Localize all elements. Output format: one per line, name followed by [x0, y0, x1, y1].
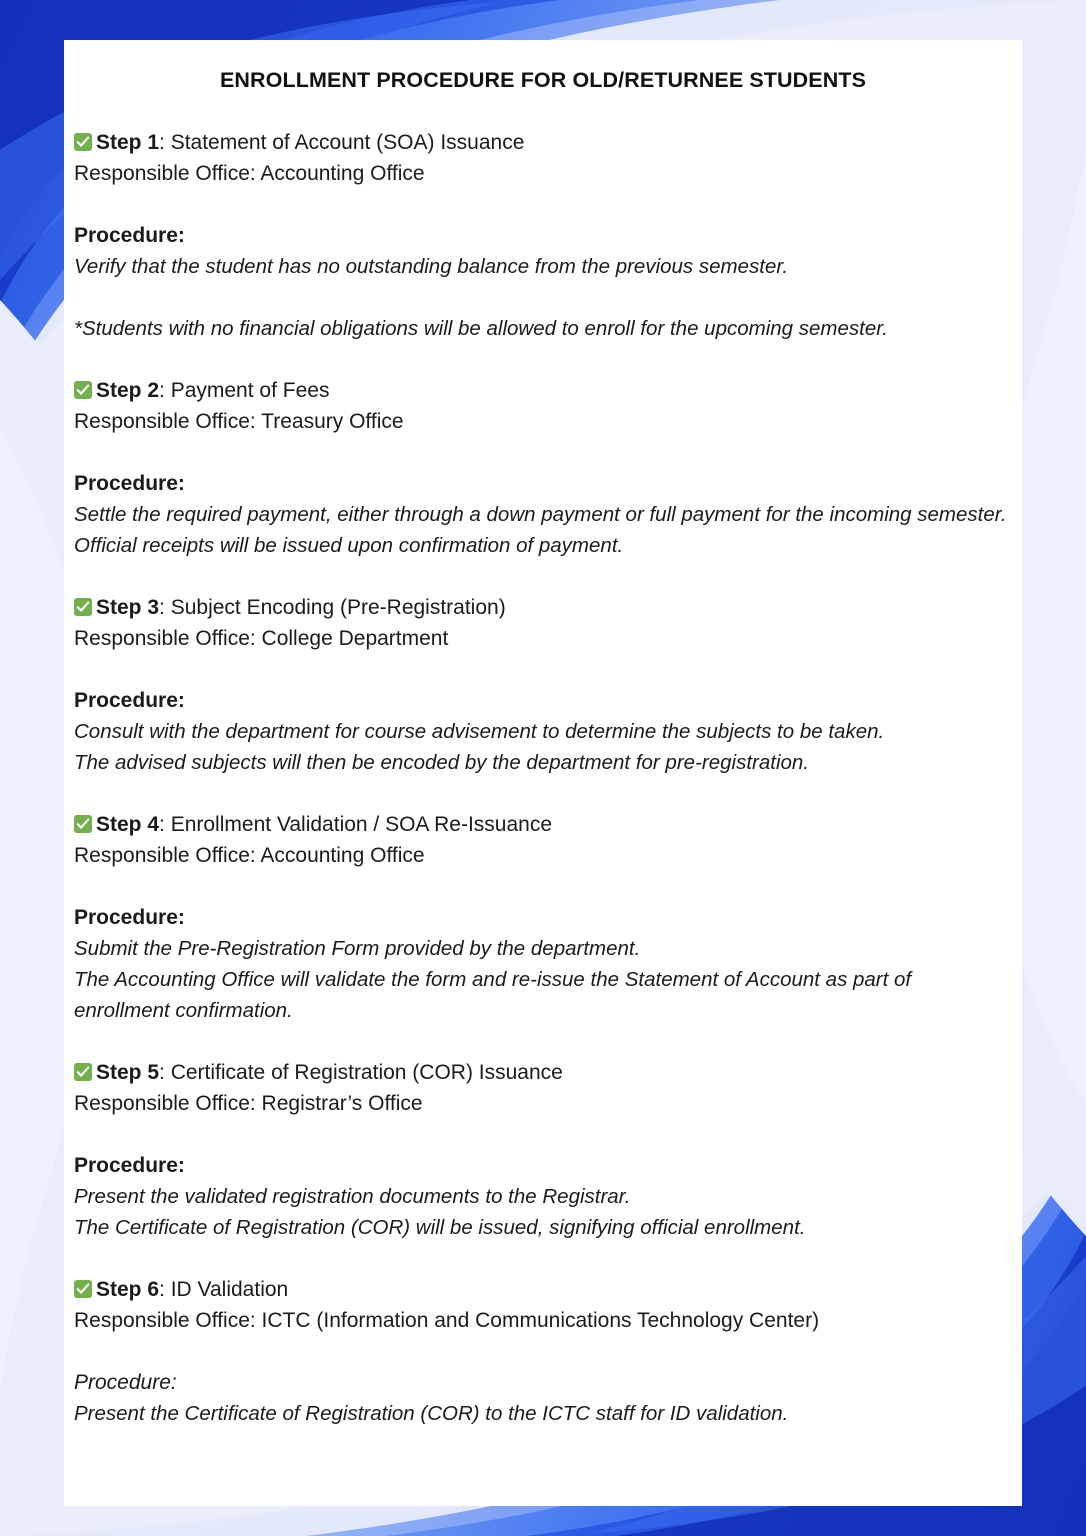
green-check-icon	[74, 815, 92, 833]
procedure-line: Settle the required payment, either through a down payment or full payment for the incoming semester.	[74, 503, 1007, 526]
steps-container	[74, 127, 1012, 1429]
step-number-label: Step 3	[96, 596, 160, 619]
step-separator: :	[159, 596, 171, 619]
step-block	[74, 375, 1012, 561]
step-separator: :	[159, 379, 171, 402]
responsible-office-line	[74, 158, 1012, 189]
step-heading	[74, 1057, 1012, 1088]
responsible-office-value: Registrar’s Office	[261, 1092, 423, 1115]
responsible-office-value: Accounting Office	[260, 844, 425, 867]
responsible-office-prefix: Responsible Office:	[74, 1092, 262, 1115]
spacer	[74, 1336, 1012, 1367]
responsible-office-line	[74, 406, 1012, 437]
step-block	[74, 592, 1012, 778]
procedure-line: The Accounting Office will validate the form and re-issue the Statement of Account as part of enrollment confirmation.	[74, 968, 912, 1022]
spacer	[74, 654, 1012, 685]
step-heading	[74, 375, 1012, 406]
step-separator: :	[159, 813, 171, 836]
step-heading	[74, 1274, 1012, 1305]
page-title: ENROLLMENT PROCEDURE FOR OLD/RETURNEE STUDENTS	[219, 68, 867, 92]
procedure-line: The advised subjects will then be encoded by the department for pre-registration.	[74, 751, 809, 774]
green-check-icon	[74, 381, 92, 399]
document-card	[64, 40, 1022, 1506]
step-title: Payment of Fees	[170, 379, 330, 402]
procedure-label: Procedure:	[74, 224, 185, 247]
step-block	[74, 1057, 1012, 1243]
responsible-office-value: ICTC (Information and Communications Technology Center)	[261, 1309, 820, 1332]
spacer	[74, 282, 1012, 313]
spacer	[74, 778, 1012, 809]
responsible-office-line	[74, 623, 1012, 654]
procedure-label: Procedure:	[74, 1154, 185, 1177]
spacer	[74, 561, 1012, 592]
procedure-line: Present the Certificate of Registration (COR) to the ICTC staff for ID validation.	[74, 1402, 789, 1425]
responsible-office-value: College Department	[261, 627, 449, 650]
step-heading	[74, 127, 1012, 158]
step-block	[74, 1274, 1012, 1429]
step-number-label: Step 4	[96, 813, 160, 836]
responsible-office-line	[74, 840, 1012, 871]
spacer	[74, 871, 1012, 902]
green-check-icon	[74, 1280, 92, 1298]
procedure-label: Procedure:	[74, 689, 185, 712]
step-separator: :	[159, 1278, 171, 1301]
spacer	[74, 189, 1012, 220]
spacer	[74, 1119, 1012, 1150]
responsible-office-prefix: Responsible Office:	[74, 410, 262, 433]
procedure-line: Present the validated registration documents to the Registrar.	[74, 1185, 631, 1208]
step-number-label: Step 1	[96, 131, 160, 154]
step-title: Enrollment Validation / SOA Re-Issuance	[170, 813, 553, 836]
procedure-line: Official receipts will be issued upon confirmation of payment.	[74, 534, 624, 557]
green-check-icon	[74, 1063, 92, 1081]
procedure-line: Consult with the department for course advisement to determine the subjects to be taken.	[74, 720, 885, 743]
spacer	[74, 344, 1012, 375]
responsible-office-prefix: Responsible Office:	[74, 1309, 262, 1332]
responsible-office-line	[74, 1088, 1012, 1119]
responsible-office-line	[74, 1305, 1012, 1336]
responsible-office-prefix: Responsible Office:	[74, 627, 262, 650]
responsible-office-value: Treasury Office	[261, 410, 404, 433]
spacer	[74, 1243, 1012, 1274]
procedure-label: Procedure:	[74, 906, 185, 929]
step-heading	[74, 809, 1012, 840]
step-heading	[74, 592, 1012, 623]
step-title: Subject Encoding (Pre-Registration)	[170, 596, 506, 619]
step-number-label: Step 2	[96, 379, 160, 402]
step-title: Statement of Account (SOA) Issuance	[170, 131, 525, 154]
green-check-icon	[74, 133, 92, 151]
responsible-office-value: Accounting Office	[260, 162, 425, 185]
spacer	[74, 1026, 1012, 1057]
procedure-line: *Students with no financial obligations will be allowed to enroll for the upcoming semester.	[74, 317, 888, 340]
procedure-label: Procedure:	[74, 472, 185, 495]
procedure-line: Verify that the student has no outstanding balance from the previous semester.	[74, 255, 789, 278]
step-number-label: Step 6	[96, 1278, 160, 1301]
step-block	[74, 809, 1012, 1026]
step-number-label: Step 5	[96, 1061, 160, 1084]
procedure-label: Procedure:	[74, 1371, 177, 1394]
step-title: ID Validation	[170, 1278, 289, 1301]
step-separator: :	[159, 1061, 171, 1084]
responsible-office-prefix: Responsible Office:	[74, 844, 261, 867]
step-title: Certificate of Registration (COR) Issuance	[170, 1061, 563, 1084]
spacer	[74, 437, 1012, 468]
procedure-line: The Certificate of Registration (COR) will be issued, signifying official enrollment.	[74, 1216, 806, 1239]
green-check-icon	[74, 598, 92, 616]
step-separator: :	[159, 131, 171, 154]
responsible-office-prefix: Responsible Office:	[74, 162, 261, 185]
step-block	[74, 127, 1012, 344]
procedure-line: Submit the Pre-Registration Form provided by the department.	[74, 937, 641, 960]
